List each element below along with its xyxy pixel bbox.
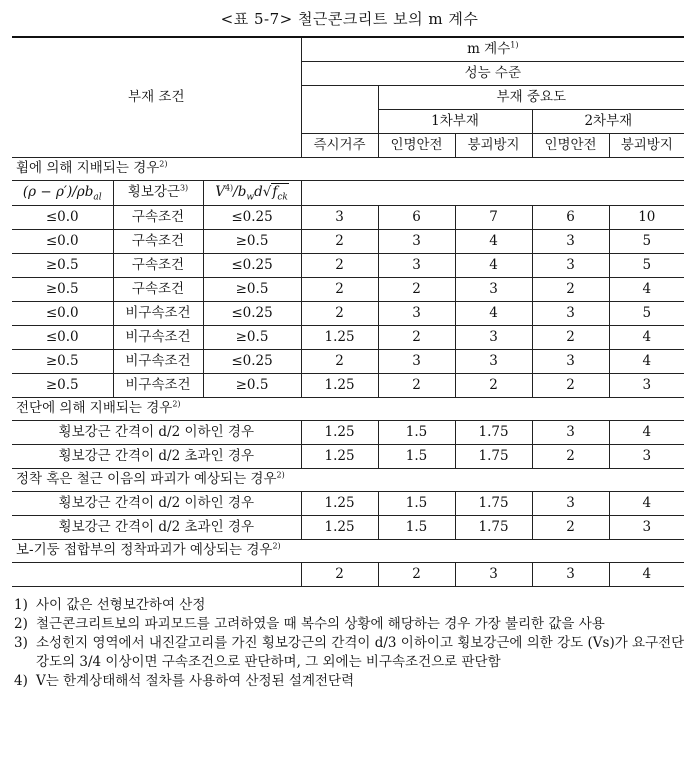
m-value-cp1: 2: [455, 373, 532, 397]
m-value-io: 2: [301, 229, 378, 253]
joint-cp2: 4: [609, 562, 684, 586]
table-row: [12, 373, 684, 397]
m-value-io: 2: [301, 277, 378, 301]
io-header: 즉시거주: [301, 133, 378, 157]
table-row: [12, 205, 684, 229]
m-value-ls1: 6: [378, 205, 455, 229]
shear-ratio-value: ≥0.5: [203, 277, 301, 301]
section-joint: 보-기둥 접합부의 정착파괴가 예상되는 경우$^{2)}$: [12, 539, 684, 562]
m-factor-table: [12, 36, 684, 587]
footnote-text: V는 한계상태해석 절차를 사용하여 산정된 설계전단력: [36, 673, 355, 689]
footnote: [14, 672, 689, 691]
m-value-cp2: 5: [609, 301, 684, 325]
m-value-ls1: 1.5: [378, 515, 455, 539]
footnote: [14, 615, 689, 634]
m-value-io: 1.25: [301, 491, 378, 515]
m-value-ls1: 2: [378, 277, 455, 301]
m-value-cp2: 3: [609, 515, 684, 539]
m-value-cp1: 1.75: [455, 515, 532, 539]
rho-value: ≤0.0: [12, 229, 113, 253]
m-value-ls1: 3: [378, 349, 455, 373]
m-value-ls1: 1.5: [378, 491, 455, 515]
condition-text: 횡보강근 간격이 d/2 이하인 경우: [12, 491, 301, 515]
m-value-io: 2: [301, 253, 378, 277]
m-value-io: 1.25: [301, 325, 378, 349]
transverse-value: 구속조건: [113, 229, 203, 253]
m-value-cp2: 4: [609, 277, 684, 301]
m-value-ls1: 2: [378, 325, 455, 349]
footnotes: [14, 596, 689, 691]
m-value-cp1: 3: [455, 349, 532, 373]
footnote-number: 2): [14, 616, 28, 632]
m-value-ls2: 2: [532, 444, 609, 468]
shear-column-header: $V^{4)}/b_wd√f_{ck}$: [203, 180, 301, 205]
rho-column-header: $(\rho - \rho')/\rho b_{al}$: [12, 180, 113, 205]
table-row: [12, 253, 684, 277]
joint-condition-cell: [12, 562, 301, 586]
condition-text: 횡보강근 간격이 d/2 초과인 경우: [12, 515, 301, 539]
m-value-ls2: 3: [532, 301, 609, 325]
m-value-cp1: 7: [455, 205, 532, 229]
m-value-io: 1.25: [301, 420, 378, 444]
footnote-number: 3): [14, 635, 28, 651]
transverse-value: 비구속조건: [113, 373, 203, 397]
m-value-io: 3: [301, 205, 378, 229]
primary-member-header: 1차부재: [378, 109, 532, 133]
shear-ratio-value: ≤0.25: [203, 301, 301, 325]
table-caption: <표 5-7> 철근콘크리트 보의 m 계수: [220, 10, 479, 28]
m-value-cp1: 1.75: [455, 491, 532, 515]
shear-ratio-value: ≤0.25: [203, 253, 301, 277]
transverse-column-header: 횡보강근$^{3)}$: [113, 180, 203, 205]
transverse-value: 구속조건: [113, 253, 203, 277]
m-value-ls2: 6: [532, 205, 609, 229]
m-value-ls2: 3: [532, 420, 609, 444]
transverse-value: 구속조건: [113, 205, 203, 229]
rho-value: ≤0.0: [12, 301, 113, 325]
footnote-number: 4): [14, 673, 28, 689]
table-row: [12, 515, 684, 539]
m-value-ls2: 3: [532, 349, 609, 373]
m-value-ls1: 3: [378, 301, 455, 325]
m-value-cp2: 5: [609, 229, 684, 253]
m-value-ls1: 1.5: [378, 444, 455, 468]
m-value-ls2: 2: [532, 373, 609, 397]
m-value-io: 1.25: [301, 515, 378, 539]
m-value-cp1: 4: [455, 253, 532, 277]
m-value-ls1: 2: [378, 373, 455, 397]
m-value-cp2: 3: [609, 373, 684, 397]
rho-value: ≥0.5: [12, 277, 113, 301]
m-value-io: 1.25: [301, 373, 378, 397]
table-row: [12, 420, 684, 444]
rho-value: ≥0.5: [12, 373, 113, 397]
table-row: [12, 491, 684, 515]
rho-value: ≥0.5: [12, 253, 113, 277]
member-importance-header: 부재 중요도: [378, 85, 684, 109]
shear-ratio-value: ≤0.25: [203, 349, 301, 373]
shear-ratio-value: ≤0.25: [203, 205, 301, 229]
m-value-ls2: 3: [532, 253, 609, 277]
ls-secondary-header: 인명안전: [532, 133, 609, 157]
m-value-cp2: 5: [609, 253, 684, 277]
m-value-cp2: 3: [609, 444, 684, 468]
m-value-cp1: 1.75: [455, 444, 532, 468]
m-factor-header: m 계수$^{1)}$: [301, 37, 684, 61]
ls-primary-header: 인명안전: [378, 133, 455, 157]
joint-ls2: 3: [532, 562, 609, 586]
footnote-number: 1): [14, 597, 28, 613]
m-value-cp1: 1.75: [455, 420, 532, 444]
m-value-io: 1.25: [301, 444, 378, 468]
footnote-text: 소성힌지 영역에서 내진갈고리를 가진 횡보강근의 간격이 d/3 이하이고 횡보강근에 의한 강도 (Vs)가 요구전단강도의 3/4 이상이면 구속조건으로 판단하며, 그 외에는 비구속조건으로 판단함: [36, 635, 685, 670]
member-condition-header: 부재 조건: [12, 37, 301, 157]
rho-value: ≥0.5: [12, 349, 113, 373]
section-shear: 전단에 의해 지배되는 경우$^{2)}$: [12, 397, 684, 420]
footnote: [14, 596, 689, 615]
footnote-text: 사이 값은 선형보간하여 산정: [36, 597, 206, 613]
table-row: [12, 301, 684, 325]
cp-primary-header: 붕괴방지: [455, 133, 532, 157]
m-value-cp1: 3: [455, 277, 532, 301]
rho-value: ≤0.0: [12, 205, 113, 229]
m-value-cp2: 4: [609, 420, 684, 444]
m-value-ls2: 2: [532, 277, 609, 301]
table-row: [12, 325, 684, 349]
joint-io: 2: [301, 562, 378, 586]
footnote: [14, 634, 689, 672]
empty-flex-header: [301, 180, 684, 205]
m-value-cp2: 4: [609, 491, 684, 515]
joint-ls1: 2: [378, 562, 455, 586]
m-value-io: 2: [301, 349, 378, 373]
m-value-ls2: 3: [532, 491, 609, 515]
m-value-cp1: 3: [455, 325, 532, 349]
secondary-member-header: 2차부재: [532, 109, 684, 133]
condition-text: 횡보강근 간격이 d/2 이하인 경우: [12, 420, 301, 444]
transverse-value: 구속조건: [113, 277, 203, 301]
m-value-ls2: 2: [532, 325, 609, 349]
shear-ratio-value: ≥0.5: [203, 229, 301, 253]
m-value-ls1: 3: [378, 253, 455, 277]
m-value-cp1: 4: [455, 301, 532, 325]
condition-text: 횡보강근 간격이 d/2 초과인 경우: [12, 444, 301, 468]
table-row: [12, 277, 684, 301]
m-value-ls2: 2: [532, 515, 609, 539]
m-value-io: 2: [301, 301, 378, 325]
transverse-value: 비구속조건: [113, 301, 203, 325]
cp-secondary-header: 붕괴방지: [609, 133, 684, 157]
rho-value: ≤0.0: [12, 325, 113, 349]
joint-cp1: 3: [455, 562, 532, 586]
m-value-ls1: 3: [378, 229, 455, 253]
m-value-ls1: 1.5: [378, 420, 455, 444]
footnote-text: 철근콘크리트보의 파괴모드를 고려하였을 때 복수의 상황에 해당하는 경우 가장 불리한 값을 사용: [36, 616, 605, 632]
m-value-cp2: 4: [609, 325, 684, 349]
empty-header-cell: [301, 85, 378, 133]
table-row: [12, 444, 684, 468]
shear-ratio-value: ≥0.5: [203, 373, 301, 397]
section-flexure: 휨에 의해 지배되는 경우$^{2)}$: [12, 157, 684, 180]
performance-level-header: 성능 수준: [301, 61, 684, 85]
shear-ratio-value: ≥0.5: [203, 325, 301, 349]
table-row: [12, 349, 684, 373]
m-value-ls2: 3: [532, 229, 609, 253]
section-splice: 정착 혹은 철근 이음의 파괴가 예상되는 경우$^{2)}$: [12, 468, 684, 491]
transverse-value: 비구속조건: [113, 325, 203, 349]
m-value-cp2: 10: [609, 205, 684, 229]
m-value-cp2: 4: [609, 349, 684, 373]
transverse-value: 비구속조건: [113, 349, 203, 373]
table-row: [12, 229, 684, 253]
m-value-cp1: 4: [455, 229, 532, 253]
